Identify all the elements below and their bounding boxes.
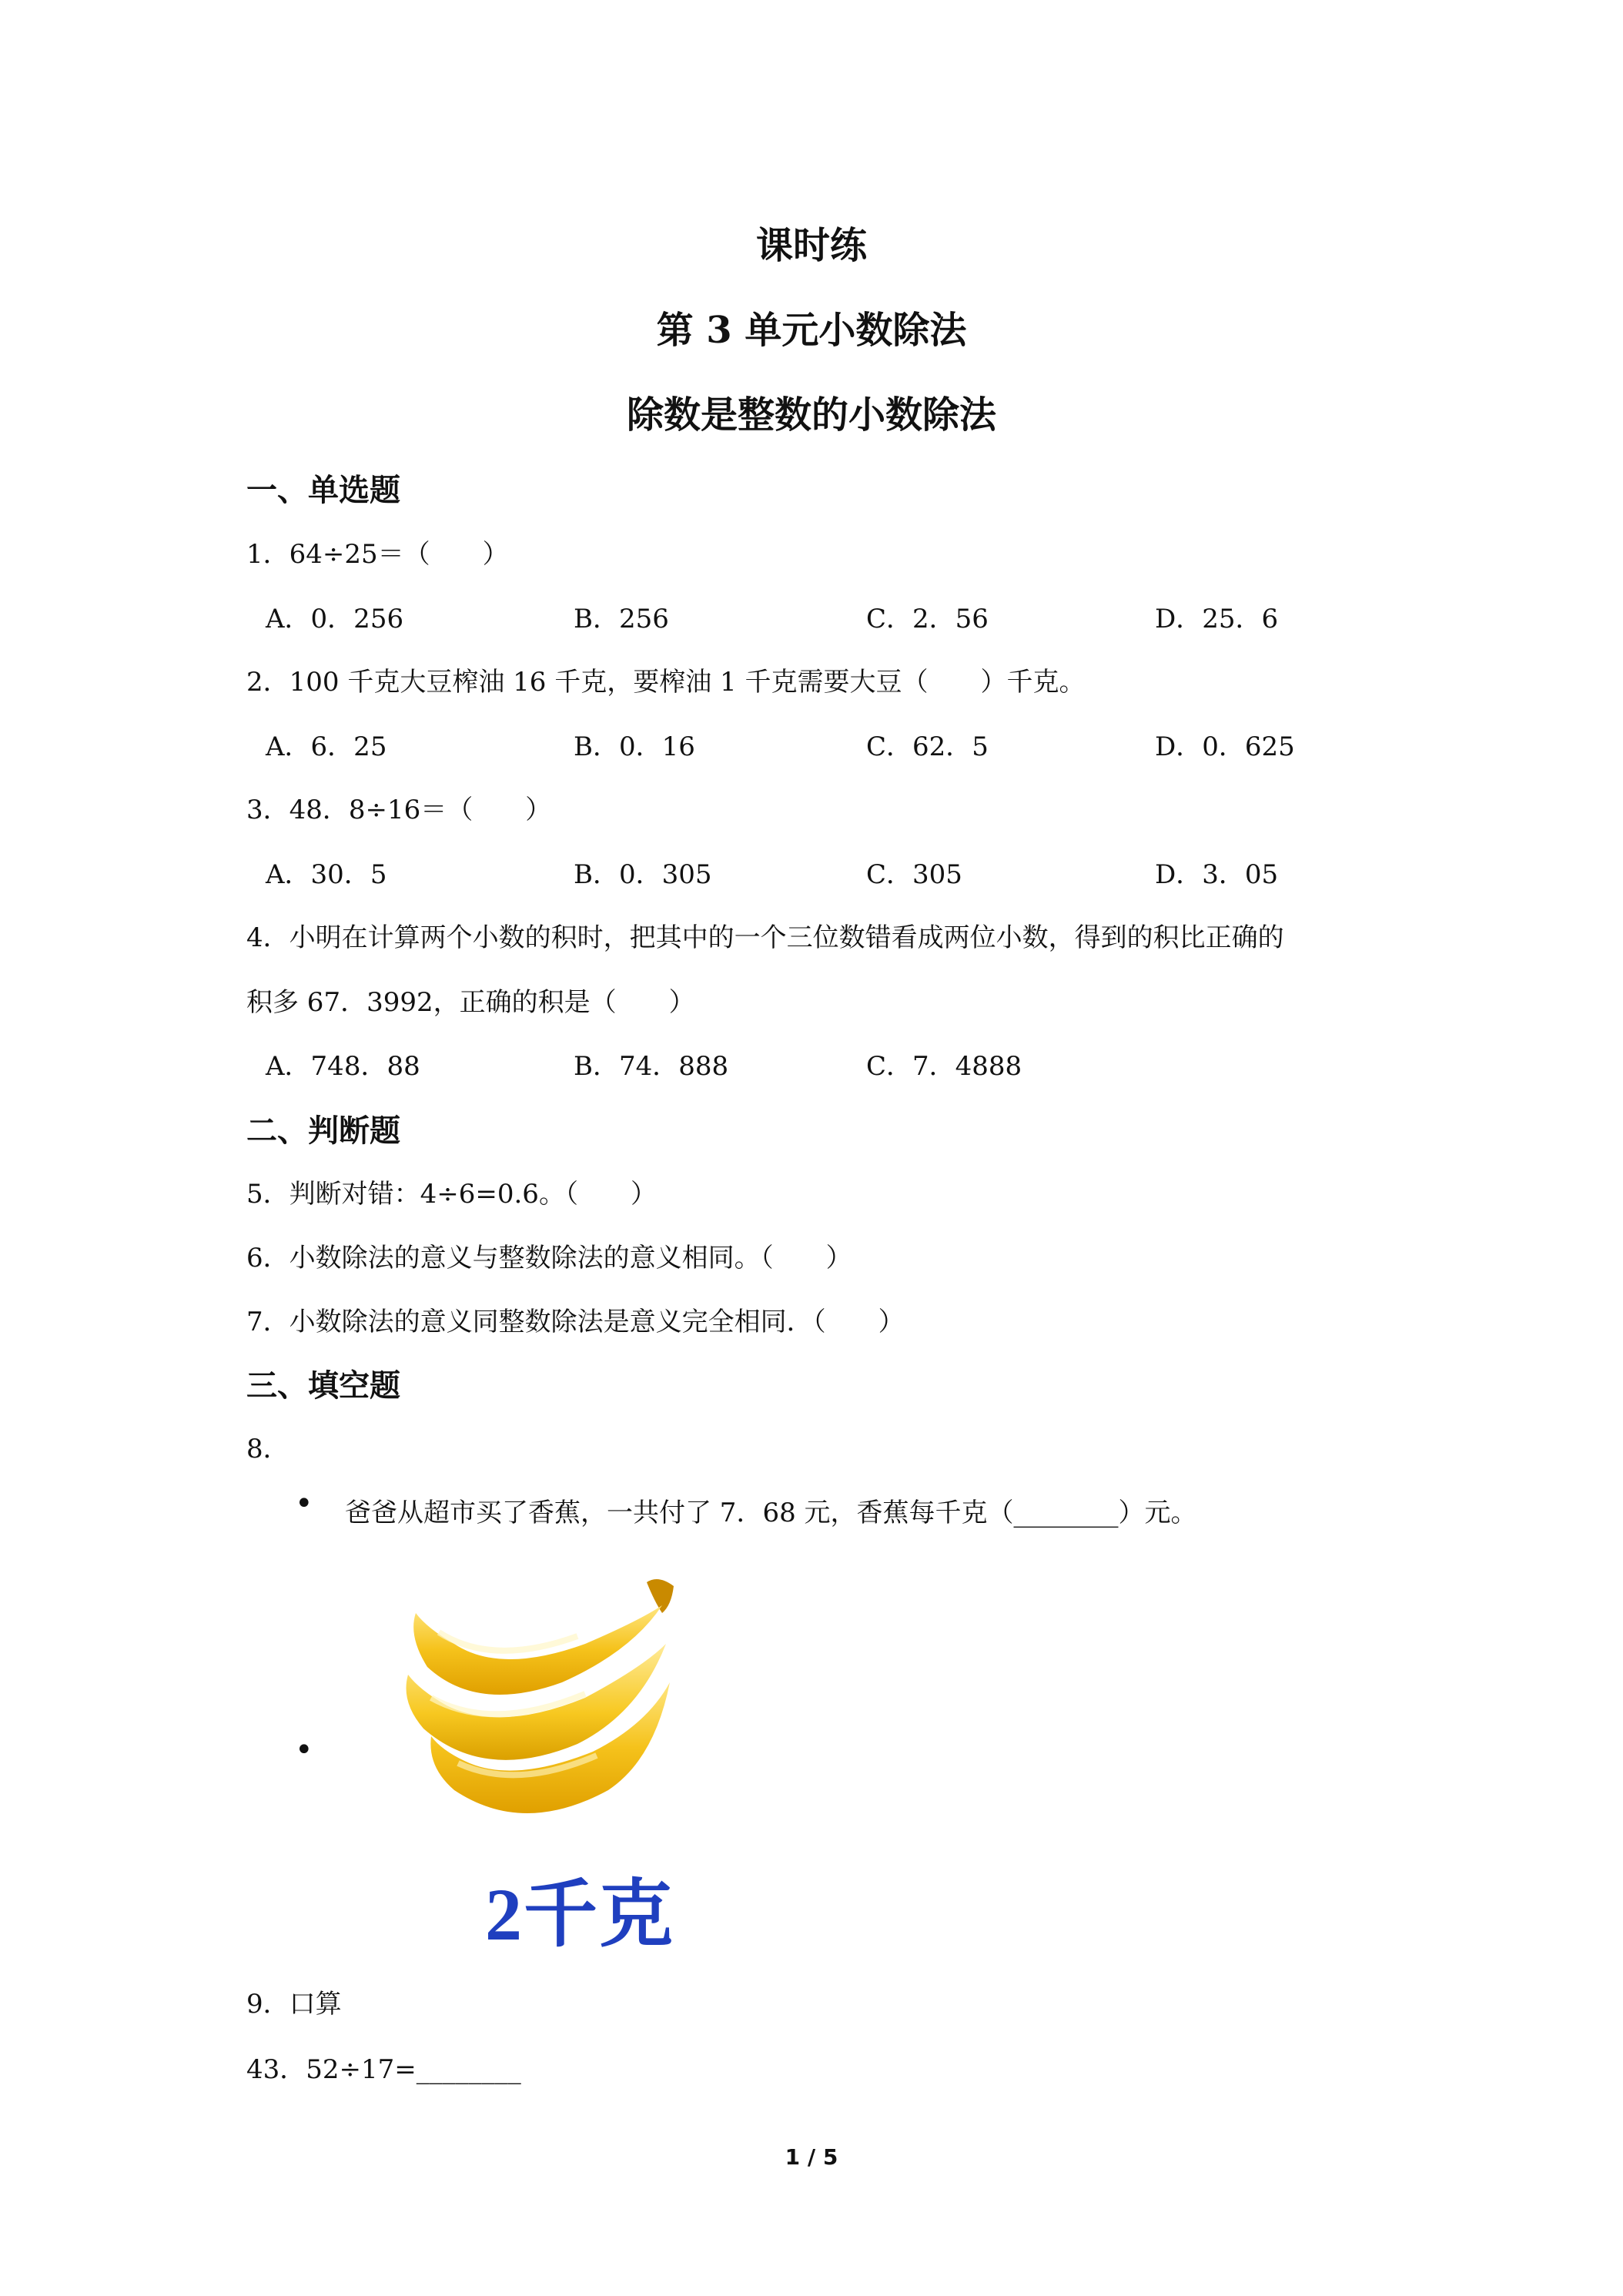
- q1-option-d: D．25．6: [1155, 604, 1279, 634]
- question-9-line: 43．52÷17=________: [246, 2054, 521, 2085]
- question-3: 3．48．8÷16＝（ ）: [246, 795, 552, 825]
- question-7: 7．小数除法的意义同整数除法是意义完全相同．（ ）: [246, 1307, 905, 1337]
- q3-option-d: D．3．05: [1155, 859, 1279, 890]
- bullet-icon: •: [295, 1486, 313, 1521]
- question-8-number: 8．: [246, 1434, 289, 1464]
- q4-option-a: A．748．88: [266, 1051, 420, 1082]
- q1-option-c: C．2．56: [866, 604, 989, 634]
- q2-option-b: B．0．16: [574, 731, 695, 762]
- q2-option-a: A．6．25: [266, 731, 387, 762]
- q4-option-b: B．74．888: [574, 1051, 729, 1082]
- q2-option-c: C．62．5: [866, 731, 989, 762]
- question-9: 9．口算: [246, 1989, 342, 2020]
- question-4-line-2: 积多 67．3992，正确的积是（ ）: [246, 987, 695, 1018]
- section-single-choice: 一、单选题: [246, 472, 400, 508]
- page-title: 课时练: [755, 224, 867, 267]
- q3-option-a: A．30．5: [266, 859, 387, 890]
- question-8-text: 爸爸从超市买了香蕉，一共付了 7．68 元，香蕉每千克（________）元。: [345, 1498, 1197, 1528]
- unit-title: 第 3 单元小数除法: [656, 309, 967, 352]
- question-1: 1．64÷25＝（ ）: [246, 539, 509, 570]
- page-number: 1 / 5: [785, 2144, 838, 2170]
- lesson-title: 除数是整数的小数除法: [626, 393, 996, 437]
- section-fill-in: 三、填空题: [246, 1367, 400, 1404]
- question-6: 6．小数除法的意义与整数除法的意义相同。（ ）: [246, 1243, 852, 1274]
- bullet-icon: •: [295, 1732, 313, 1768]
- question-5: 5．判断对错：4÷6=0.6。（ ）: [246, 1179, 657, 1210]
- q3-option-c: C．305: [866, 859, 962, 890]
- question-4-line-1: 4．小明在计算两个小数的积时，把其中的一个三位数错看成两位小数，得到的积比正确的: [246, 922, 1284, 953]
- q1-option-a: A．0．256: [266, 604, 404, 634]
- banana-icon: [385, 1559, 693, 1867]
- q2-option-d: D．0．625: [1155, 731, 1295, 762]
- q3-option-b: B．0．305: [574, 859, 712, 890]
- section-true-false: 二、判断题: [246, 1113, 400, 1149]
- q4-option-c: C．7．4888: [866, 1051, 1022, 1082]
- question-2: 2．100 千克大豆榨油 16 千克，要榨油 1 千克需要大豆（ ）千克。: [246, 667, 1086, 698]
- banana-weight-label: 2千克: [485, 1873, 674, 1956]
- q1-option-b: B．256: [574, 604, 669, 634]
